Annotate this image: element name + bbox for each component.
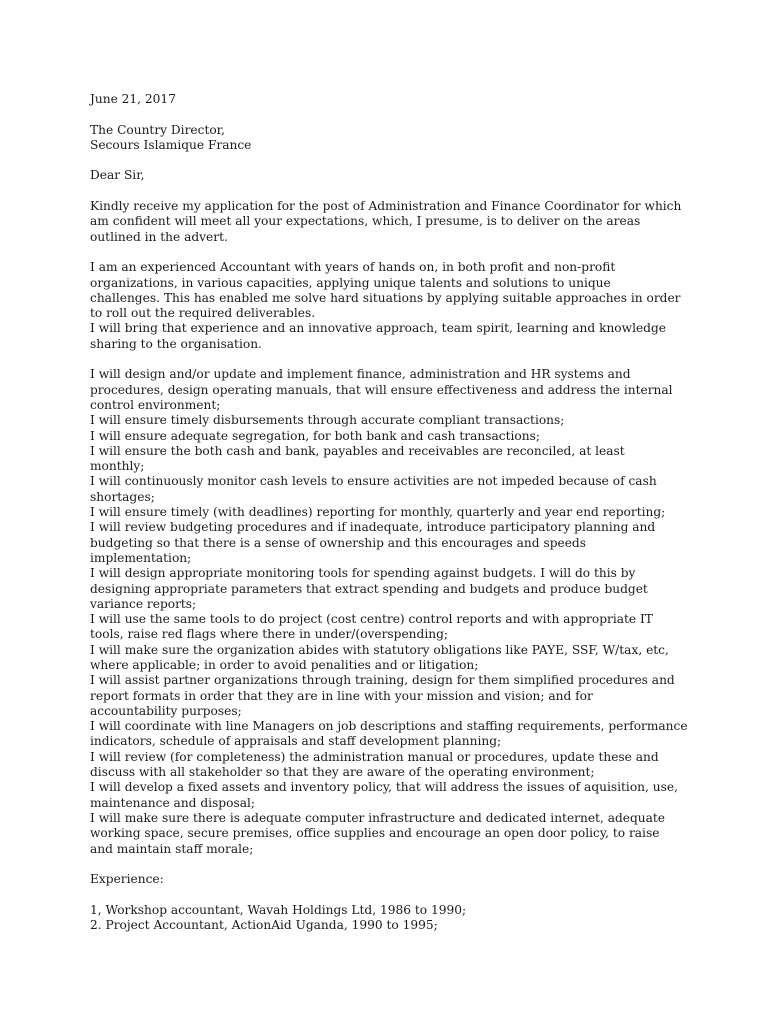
text-line: am confident will meet all your expectations, which, I presume, is to deliver on the areas <box>90 214 641 229</box>
experience-list <box>90 903 690 934</box>
spacer <box>90 153 690 168</box>
cover-letter <box>90 92 690 933</box>
text-line: I will use the same tools to do project (cost centre) control reports and with appropriate IT <box>90 612 653 627</box>
text-line: monthly; <box>90 459 145 474</box>
list-item: 2. Project Accountant, ActionAid Uganda, 1990 to 1995; <box>90 918 438 933</box>
text-line: challenges. This has enabled me solve hard situations by applying suitable approaches in order <box>90 290 681 305</box>
text-line: I will review (for completeness) the administration manual or procedures, update these and <box>90 749 659 764</box>
text-line: I will ensure timely (with deadlines) reporting for monthly, quarterly and year end reporting; <box>90 505 666 520</box>
text-line: I am an experienced Accountant with years of hands on, in both profit and non-profit <box>90 260 616 275</box>
text-line: tools, raise red flags where there in under/(overspending; <box>90 627 448 642</box>
text-line: I will review budgeting procedures and if inadequate, introduce participatory planning and <box>90 520 656 535</box>
text-line: Kindly receive my application for the post of Administration and Finance Coordinator for which <box>90 199 682 214</box>
text-line: and maintain staff morale; <box>90 841 254 856</box>
experience-paragraph <box>90 260 690 352</box>
spacer <box>90 857 690 872</box>
list-item: 1, Workshop accountant, Wavah Holdings Ltd, 1986 to 1990; <box>90 902 467 917</box>
text-line: sharing to the organisation. <box>90 336 262 351</box>
text-line: shortages; <box>90 489 155 504</box>
spacer <box>90 352 690 367</box>
text-line: I will make sure the organization abides with statutory obligations like PAYE, SSF, W/tax, etc, <box>90 642 669 657</box>
text-line: control environment; <box>90 397 221 412</box>
text-line: I will make sure there is adequate computer infrastructure and dedicated internet, adequate <box>90 810 666 825</box>
spacer <box>90 887 690 902</box>
text-line: outlined in the advert. <box>90 229 228 244</box>
text-line: I will design appropriate monitoring tools for spending against budgets. I will do this by <box>90 566 636 581</box>
salutation: Dear Sir, <box>90 168 145 183</box>
text-line: I will assist partner organizations through training, design for them simplified procedures and <box>90 673 675 688</box>
text-line: designing appropriate parameters that extract spending and budgets and produce budget <box>90 581 648 596</box>
letter-date: June 21, 2017 <box>90 92 176 106</box>
spacer <box>90 245 690 260</box>
text-line: indicators, schedule of appraisals and staff development planning; <box>90 734 502 749</box>
recipient-block <box>90 123 690 154</box>
text-line: I will ensure adequate segregation, for both bank and cash transactions; <box>90 428 540 443</box>
text-line: to roll out the required deliverables. <box>90 306 316 321</box>
text-line: accountability purposes; <box>90 703 242 718</box>
spacer <box>90 107 690 122</box>
text-line: implementation; <box>90 550 192 565</box>
text-line: I will continuously monitor cash levels to ensure activities are not impeded because of cash <box>90 474 657 489</box>
text-line: budgeting so that there is a sense of ownership and this encourages and speeds <box>90 535 586 550</box>
intro-paragraph <box>90 199 690 245</box>
text-line: I will ensure timely disbursements through accurate compliant transactions; <box>90 413 565 428</box>
commitments-paragraph <box>90 367 690 857</box>
recipient-line: The Country Director, <box>90 122 226 137</box>
text-line: where applicable; in order to avoid penalities and or litigation; <box>90 657 479 672</box>
text-line: I will develop a fixed assets and inventory policy, that will address the issues of aquisition, use, <box>90 780 678 795</box>
text-line: discuss with all stakeholder so that they are aware of the operating environment; <box>90 765 595 780</box>
text-line: organizations, in various capacities, applying unique talents and solutions to unique <box>90 275 611 290</box>
text-line: variance reports; <box>90 596 197 611</box>
text-line: I will design and/or update and implement finance, administration and HR systems and <box>90 367 631 382</box>
text-line: maintenance and disposal; <box>90 795 255 810</box>
text-line: report formats in order that they are in line with your mission and vision; and for <box>90 688 593 703</box>
experience-heading: Experience: <box>90 872 164 887</box>
spacer <box>90 184 690 199</box>
text-line: working space, secure premises, office supplies and encourage an open door policy, to raise <box>90 826 660 841</box>
text-line: procedures, design operating manuals, that will ensure effectiveness and address the internal <box>90 382 673 397</box>
recipient-line: Secours Islamique France <box>90 137 252 152</box>
text-line: I will bring that experience and an innovative approach, team spirit, learning and knowledge <box>90 321 667 336</box>
text-line: I will ensure the both cash and bank, payables and receivables are reconciled, at least <box>90 443 625 458</box>
text-line: I will coordinate with line Managers on job descriptions and staffing requirements, performance <box>90 719 688 734</box>
